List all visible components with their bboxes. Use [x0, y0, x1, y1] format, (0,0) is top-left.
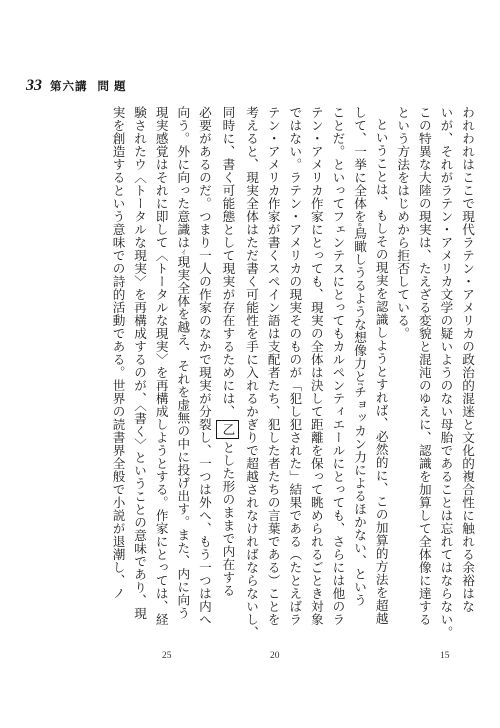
section-title: 問題 — [97, 79, 131, 93]
text-segment: 現実感覚はそれに即して〈トータルな現実〉を再構成しようとする。作家にとっては、経 — [153, 106, 169, 626]
text-segment: 実を創造するという意味での詩的活動である。世界の読書界全般で小説が退潮し、ノ — [110, 106, 126, 600]
text-segment: 現実全体を越え、それを虚無の中に投げ出す。また、内に向う — [175, 255, 191, 620]
text-line — [348, 106, 370, 642]
question-marker: イ — [179, 249, 187, 256]
text-line — [150, 106, 172, 642]
question-marker: f — [356, 382, 364, 386]
text-segment: チョッカン力によるほかない、という — [352, 385, 368, 607]
text-segment: という方法をはじめから拒否している。 — [395, 106, 411, 340]
text-segment: この特異な大陸の現実は、たえざる変貌と混沌のゆえに、認識を加算して全体像に達する — [416, 106, 432, 626]
text-segment: して、一挙に全体を — [352, 106, 368, 223]
text-segment: 同時に、書く可能態として現実が存在するためには、 — [220, 106, 236, 418]
text-line — [193, 106, 215, 642]
text-line — [327, 106, 349, 642]
text-line — [435, 106, 457, 642]
text-line — [107, 106, 129, 642]
page-header — [26, 77, 131, 93]
text-line — [262, 106, 284, 642]
text-segment: テン・アメリカ作家にとっても、現実の全体は決して距離を保って眺められるごとき対象 — [308, 106, 324, 626]
text-line — [456, 106, 478, 642]
text-line — [370, 106, 392, 642]
line-number: 25 — [162, 651, 172, 661]
text-line — [284, 106, 306, 642]
body-text — [38, 106, 478, 642]
line-number: 20 — [270, 651, 280, 661]
chapter-title: 第六講 — [50, 79, 88, 93]
text-segment: 必要があるのだ。つまり一人の作家のなかで現実が分裂し、一つは外へ、もう一つは内へ — [196, 106, 212, 626]
text-line — [215, 106, 241, 642]
question-marker: e — [356, 223, 364, 227]
text-line — [413, 106, 435, 642]
text-segment: テン・アメリカ作家が書くスペイン語は支配者たち、犯した者たちの言葉である）ことを — [265, 106, 281, 626]
text-segment: 考えると、現実全体はただ書く可能性を手に入れるかぎりで超越されなければならないし、 — [244, 106, 260, 639]
text-segment: ということは、もしその現実を認識しようとすれば、必然的に、この加算的方法を超越 — [373, 118, 389, 625]
text-line — [392, 106, 414, 642]
text-segment: ではない。ラテン・アメリカの現実そのものが「犯し犯された」結果である（たとえばラ — [287, 106, 303, 626]
page-number: 33 — [26, 77, 42, 94]
answer-box: 乙 — [216, 420, 240, 439]
text-segment: 向う。外に向った意識は — [175, 106, 191, 249]
text-segment: われわれはここで現代ラテン・アメリカの政治的混迷と文化的複合性に触れる余裕はな — [460, 106, 475, 613]
text-line — [240, 106, 262, 642]
text-segment: 験されたウ〈トータルな現実〉を再構成するのが、〈書く〉ということの意味であり、現 — [132, 106, 148, 620]
text-line — [172, 106, 194, 642]
text-line — [129, 106, 151, 642]
text-segment: とした形のままで内在する — [220, 441, 236, 597]
text-segment: 鳥瞰しうるような想像力と — [352, 226, 368, 383]
text-segment: ことだ。といってフェンテスにとってもカルペンティエールにとっても、さらには他のラ — [330, 106, 346, 626]
text-line — [305, 106, 327, 642]
line-number: 15 — [440, 651, 450, 661]
text-segment: いが、それがラテン・アメリカ文学の疑いようのない母胎であることは忘れてはならない。 — [438, 106, 454, 639]
